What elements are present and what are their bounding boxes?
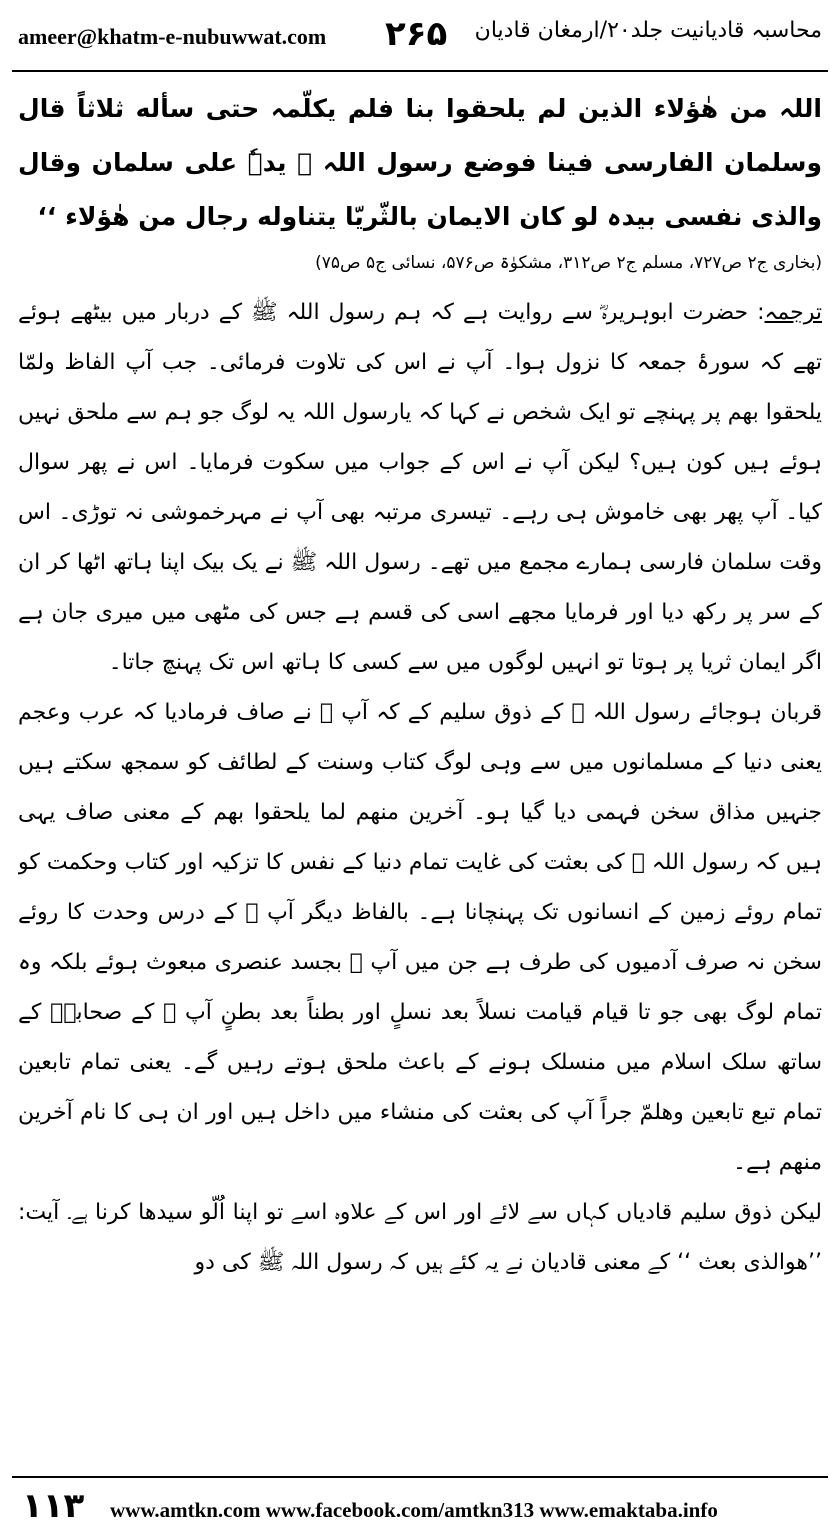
page-footer <box>0 1468 840 1540</box>
page-header <box>0 0 840 78</box>
footer-links: www.amtkn.com www.facebook.com/amtkn313 www.emaktaba.info <box>110 1498 718 1522</box>
translation-label: ترجمہ <box>764 300 822 325</box>
header-divider <box>12 70 828 72</box>
header-email: ameer@khatm-e-nubuwwat.com <box>18 24 327 49</box>
footer-page-number: ۱۱۳ <box>22 1486 85 1526</box>
header-book-title: محاسبہ قادیانیت جلد۲۰/ارمغان قادیان <box>474 18 822 43</box>
closing-paragraph: لیکن ذوق سلیم قادیاں کہاں سے لائے اور اس کے علاوہ اسے تو اپنا اُلّو سیدھا کرنا ہے۔ آیت: ’’ھوالذی بعث ‘‘ کے معنی قادیان نے یہ کئے ہیں کہ رسول اللہ ﷺ کی دو <box>18 1200 822 1275</box>
hadith-reference: (بخاری ج۲ ص۷۲۷، مسلم ج۲ ص۳۱۲، مشکوٰۃ ص۵۷۶، نسائی ج۵ ص۷۵) <box>315 253 822 273</box>
commentary-paragraph: قربان ہوجائے رسول اللہ ﷺ کے ذوق سلیم کے کہ آپ ﷺ نے صاف فرمادیا کہ عرب وعجم یعنی دنیا کے مسلمانوں میں سے وہی لوگ کتاب وسنت کے لطائف کو سمجھ سکتے ہیں جنہیں مذاق سخن فہمی دیا گیا ہو۔ آخرین منھم لما یلحقوا بھم کے معنی صاف یہی ہیں کہ رسول اللہ ﷺ کی بعثت کی غایت تمام دنیا کے نفس کا تزکیہ اور کتاب وحکمت کو تمام روئے زمین کے انسانوں تک پہنچانا ہے۔ بالفاظ دیگر آپ ﷺ کے درس وحدت کا روئے سخن نہ صرف آدمیوں کی طرف ہے جن میں آپ ﷺ بجسد عنصری مبعوث ہوئے بلکہ وہ تمام لوگ بھی جو تا قیام قیامت نسلاً بعد نسلٍ اور بطناً بعد بطنٍ آپ ﷺ کے صحابہؓ کے ساتھ سلک اسلام میں منسلک ہونے کے باعث ملحق ہوتے رہیں گے۔ یعنی تمام تابعین تمام تبع تابعین وھلمّ جراً آپ کی بعثت کی منشاء میں داخل ہیں اور ان ہی کا نام آخرین منھم ہے۔ <box>18 700 822 1175</box>
header-page-number: ۲۶۵ <box>385 14 448 54</box>
page-body <box>18 82 822 1457</box>
footer-divider <box>12 1476 828 1478</box>
translation-paragraph: ترجمہ: حضرت ابوہریرہؓ سے روایت ہے کہ ہم رسول اللہ ﷺ کے دربار میں بیٹھے ہوئے تھے کہ سورۂ جمعہ کا نزول ہوا۔ آپ نے اس کی تلاوت فرمائی۔ جب آپ الفاظ ولمّا یلحقوا بھم پر پہنچے تو ایک شخص نے کہا کہ یارسول اللہ یہ لوگ جو ہم سے ملحق نہیں ہوئے ہیں کون ہیں؟ لیکن آپ نے اس کے جواب میں سکوت فرمایا۔ اس نے پھر سوال کیا۔ آپ پھر بھی خاموش ہی رہے۔ تیسری مرتبہ بھی آپ نے مہرخموشی نہ توڑی۔ اس وقت سلمان فارسی ہمارے مجمع میں تھے۔ رسول اللہ ﷺ نے یک بیک اپنا ہاتھ اٹھا کر ان کے سر پر رکھ دیا اور فرمایا مجھے اسی کی قسم ہے جس کی مٹھی میں میری جان ہے اگر ایمان ثریا پر ہوتا تو انہیں لوگوں میں سے کسی کا ہاتھ اس تک پہنچ جاتا۔ <box>18 300 822 675</box>
translation-text: حضرت ابوہریرہؓ سے روایت ہے کہ ہم رسول اللہ ﷺ کے دربار میں بیٹھے ہوئے تھے کہ سورۂ جمعہ کا نزول ہوا۔ آپ نے اس کی تلاوت فرمائی۔ جب آپ الفاظ ولمّا یلحقوا بھم پر پہنچے تو ایک شخص نے کہا کہ یارسول اللہ یہ لوگ جو ہم سے ملحق نہیں ہوئے ہیں کون ہیں؟ لیکن آپ نے اس کے جواب میں سکوت فرمایا۔ اس نے پھر سوال کیا۔ آپ پھر بھی خاموش ہی رہے۔ تیسری مرتبہ بھی آپ نے مہرخموشی نہ توڑی۔ اس وقت سلمان فارسی ہمارے مجمع میں تھے۔ رسول اللہ ﷺ نے یک بیک اپنا ہاتھ اٹھا کر ان کے سر پر رکھ دیا اور فرمایا مجھے اسی کی قسم ہے جس کی مٹھی میں میری جان ہے اگر ایمان ثریا پر ہوتا تو انہیں لوگوں میں سے کسی کا ہاتھ اس تک پہنچ جاتا۔ <box>18 300 822 675</box>
arabic-hadith-text: اللہ من ھٰؤلاء الذین لم یلحقوا بنا فلم یکلّمہ حتی سأله ثلاثاً قال وسلمان الفارسی فینا فوضع رسول اللہ ﷺ یدہٗ علی سلمان وقال والذی نفسی بیدہ لو کان الایمان بالثّریّا یتناوله رجال من ھٰؤلاء ‘‘ <box>18 94 822 231</box>
